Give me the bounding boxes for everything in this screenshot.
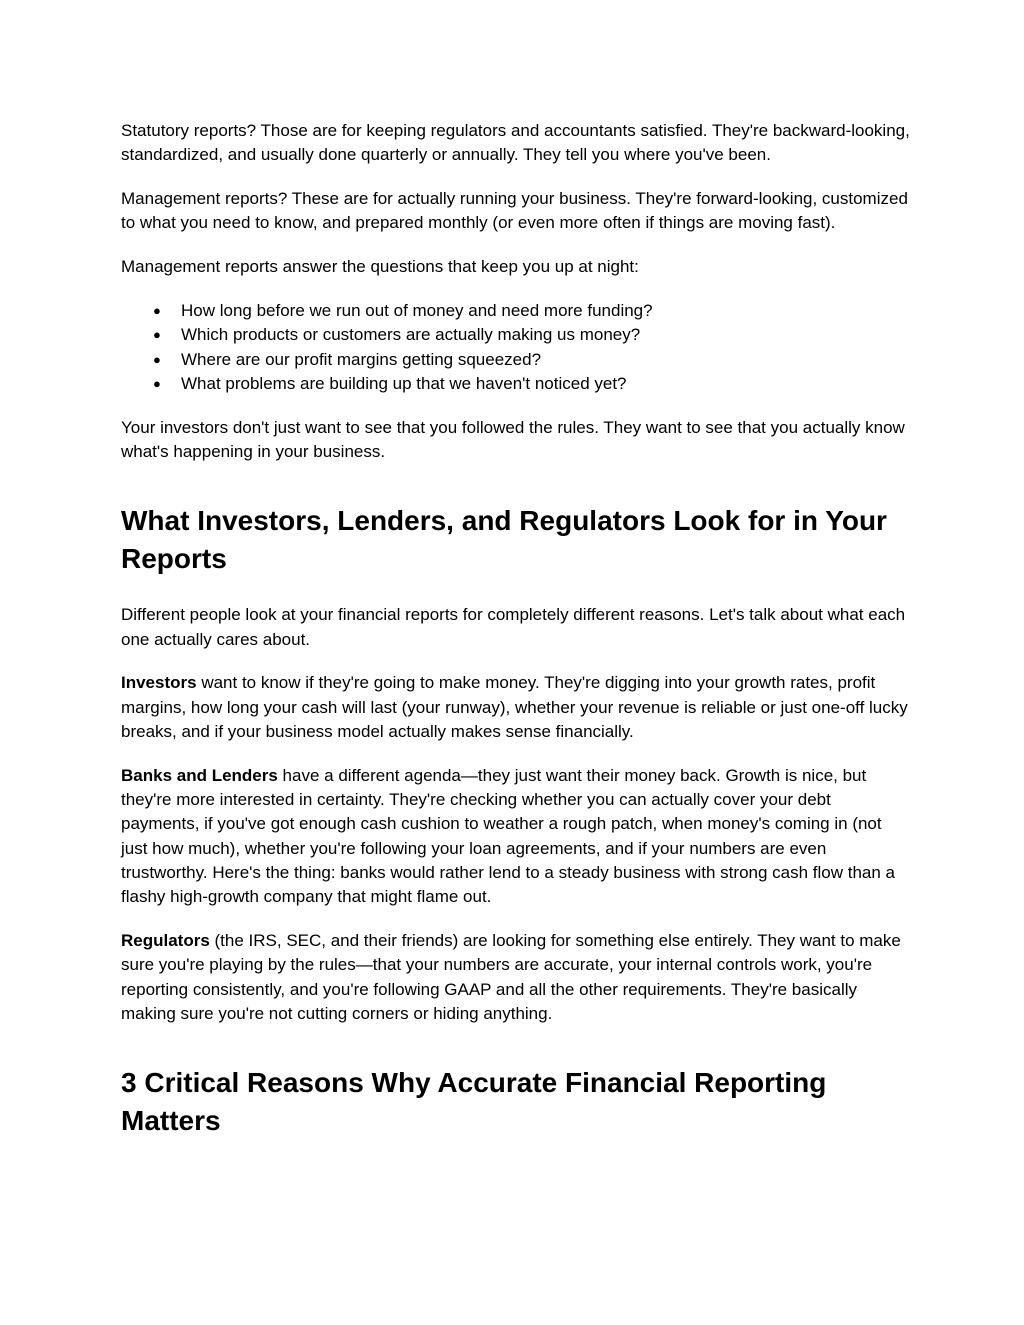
section-intro-paragraph: Different people look at your financial reports for completely different reasons. Let's talk about what each one actually cares about. — [121, 605, 906, 649]
bullet-icon: ● — [153, 351, 161, 367]
list-item — [121, 323, 911, 347]
list-item-text: Where are our profit margins getting squeezed? — [181, 349, 542, 369]
list-item — [121, 372, 911, 396]
list-item-text: How long before we run out of money and need more funding? — [181, 300, 653, 320]
section-heading-what-investors-look-for: What Investors, Lenders, and Regulators Look for in Your Reports — [121, 505, 887, 575]
list-item — [121, 299, 911, 323]
investors-label: Investors — [121, 673, 197, 693]
list-item-text: What problems are building up that we haven't noticed yet? — [181, 373, 627, 393]
lenders-text: have a different agenda—they just want their money back. Growth is nice, but they're more interested in certainty. They're checking whether you can actually cover your debt payments, if you've got enough cash cushion to weather a rough patch, when money's coming in (not just how much), whether you're following your loan agreements, and if your numbers are even trustworthy. Here's the thing: banks would rather lend to a steady business with strong cash flow than a flashy high-growth company that might flame out. — [121, 765, 896, 907]
regulators-paragraph — [121, 929, 911, 1026]
regulators-label: Regulators — [121, 931, 210, 951]
regulators-text: (the IRS, SEC, and their friends) are looking for something else entirely. They want to make sure you're playing by the rules—that your numbers are accurate, your internal controls work, you're reporting consistently, and you're following GAAP and all the other requirements. They're basically making sure you're not cutting corners or hiding anything. — [121, 931, 901, 1023]
investors-paragraph — [121, 671, 911, 744]
intro-paragraph-management: Management reports? These are for actually running your business. They're forward-looking, customized to what you need to know, and prepared monthly (or even more often if things are moving fast). — [121, 189, 908, 233]
lenders-paragraph — [121, 764, 911, 910]
questions-list — [121, 299, 911, 396]
section-heading-critical-reasons: 3 Critical Reasons Why Accurate Financial Reporting Matters — [121, 1067, 827, 1137]
document-page — [121, 119, 911, 1165]
bullet-icon: ● — [153, 302, 161, 318]
lenders-label: Banks and Lenders — [121, 765, 278, 785]
list-item-text: Which products or customers are actually making us money? — [181, 325, 641, 345]
intro-paragraph-statutory: Statutory reports? Those are for keeping regulators and accountants satisfied. They're backward-looking, standardized, and usually done quarterly or annually. They tell you where you've been. — [121, 121, 910, 165]
intro-paragraph-questions: Management reports answer the questions that keep you up at night: — [121, 257, 639, 277]
investors-text: want to know if they're going to make money. They're digging into your growth rates, profit margins, how long your cash will last (your runway), whether your revenue is reliable or just one-off lucky breaks, and if your business model actually makes sense financially. — [121, 673, 908, 741]
bullet-icon: ● — [153, 375, 161, 391]
intro-paragraph-investors-expectation: Your investors don't just want to see that you followed the rules. They want to see that you actually know what's happening in your business. — [121, 417, 905, 461]
bullet-icon: ● — [153, 327, 161, 343]
list-item — [121, 348, 911, 372]
